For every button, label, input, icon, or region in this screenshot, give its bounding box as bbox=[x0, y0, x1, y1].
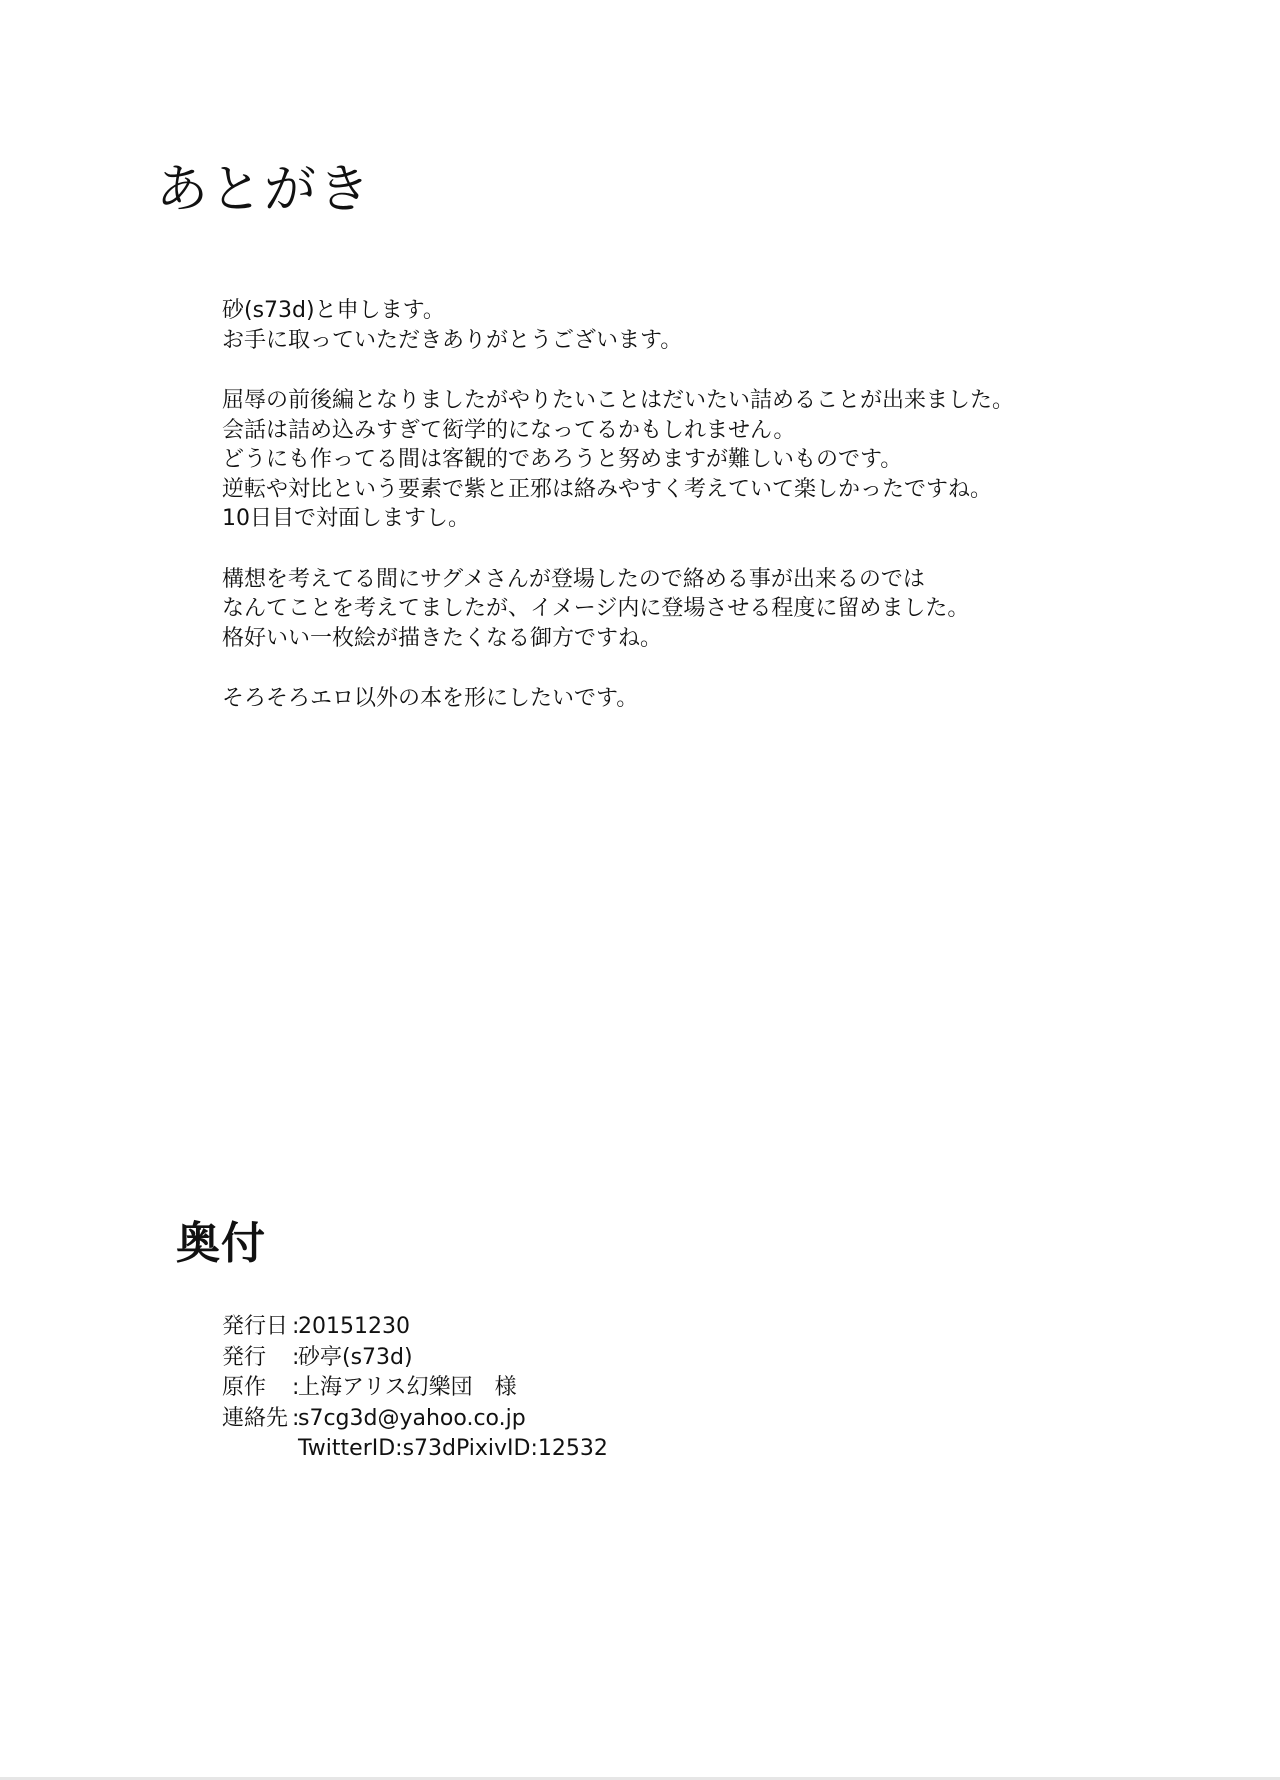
afterword-line: お手に取っていただきありがとうございます。 bbox=[222, 327, 683, 353]
afterword-paragraph bbox=[222, 565, 1222, 654]
colophon-row-contact bbox=[222, 1404, 1122, 1435]
colophon-value: 20151230 bbox=[298, 1314, 410, 1339]
afterword-line: 格好いい一枚絵が描きたくなる御方ですね。 bbox=[222, 625, 663, 651]
afterword-paragraph bbox=[222, 386, 1222, 534]
afterword-paragraph bbox=[222, 296, 1222, 355]
afterword-line: 会話は詰め込みすぎて衒学的になってるかもしれません。 bbox=[222, 417, 796, 443]
colophon-label: 発行 bbox=[222, 1344, 267, 1370]
contact-email: s7cg3d@yahoo.co.jp bbox=[298, 1405, 526, 1431]
afterword-line: どうにも作ってる間は客観的であろうと努めますが難しいものです。 bbox=[222, 447, 903, 472]
colophon-label: 発行日 bbox=[222, 1314, 289, 1339]
afterword-line: 逆転や対比という要素で紫と正邪は絡みやすく考えていて楽しかったですね。 bbox=[222, 476, 993, 502]
colophon-row-social bbox=[222, 1434, 1122, 1465]
afterword-line: 屈辱の前後編となりましたがやりたいことはだいたい詰めることが出来ました。 bbox=[222, 388, 1015, 413]
colophon-body bbox=[222, 1312, 1122, 1465]
colophon-value: 上海アリス幻樂団 様 bbox=[298, 1375, 517, 1400]
colophon-row-date bbox=[222, 1312, 1122, 1343]
colophon-separator: : bbox=[292, 1375, 300, 1400]
colophon-separator: : bbox=[292, 1405, 300, 1431]
pixiv-id: PixivID:12532 bbox=[456, 1436, 608, 1461]
afterword-line: そろそろエロ以外の本を形にしたいです。 bbox=[222, 686, 639, 711]
colophon-value: 砂亭(s73d) bbox=[298, 1344, 413, 1370]
colophon-row-publisher bbox=[222, 1343, 1122, 1374]
afterword-line: 10日目で対面しますし。 bbox=[222, 506, 470, 531]
afterword-line: 砂(s73d)と申します。 bbox=[222, 298, 445, 323]
afterword-line: なんてことを考えてましたが、イメージ内に登場させる程度に留めました。 bbox=[222, 596, 970, 621]
colophon-label: 連絡先 bbox=[222, 1405, 289, 1431]
colophon-separator: : bbox=[292, 1344, 300, 1370]
afterword-line: 構想を考えてる間にサグメさんが登場したので絡める事が出来るのでは bbox=[222, 566, 925, 592]
afterword-title: あとがき bbox=[156, 160, 373, 220]
twitter-id: TwitterID:s73d bbox=[298, 1436, 456, 1461]
afterword-paragraph bbox=[222, 684, 1222, 714]
colophon-row-original bbox=[222, 1373, 1122, 1404]
colophon-title: 奥付 bbox=[176, 1218, 266, 1269]
colophon-separator: : bbox=[292, 1314, 300, 1339]
colophon-label: 原作 bbox=[222, 1375, 267, 1400]
afterword-body bbox=[222, 296, 1222, 745]
